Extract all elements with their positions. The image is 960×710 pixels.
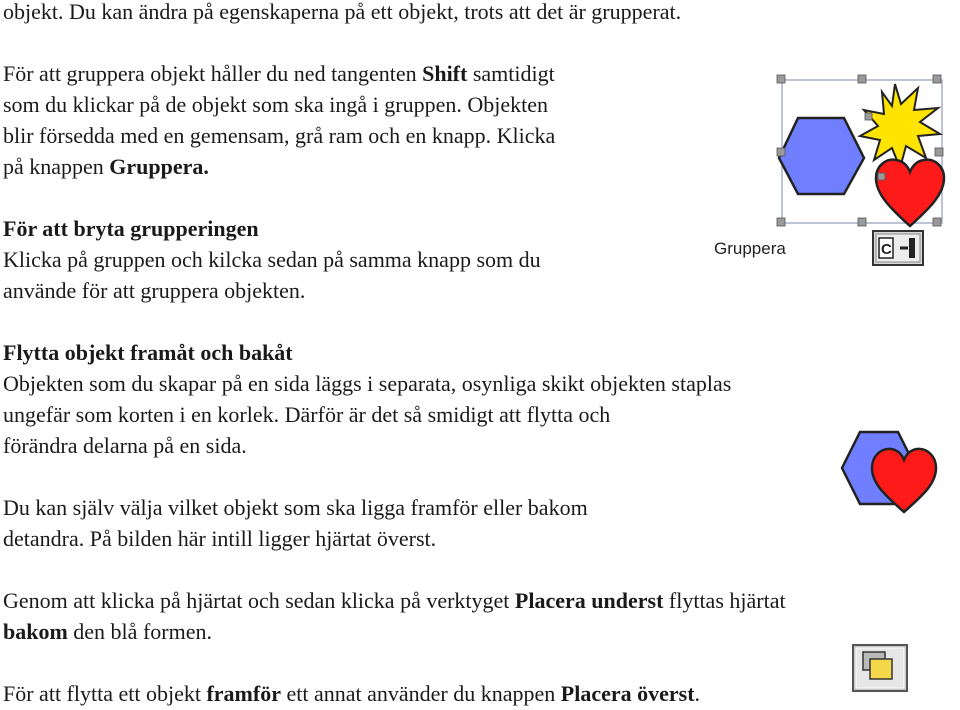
text-line-7: använde för att gruppera objekten.	[3, 278, 306, 303]
placera-underst-label: Placera underst	[514, 588, 664, 613]
hexagon-shape	[779, 118, 864, 194]
text-line-15: För att flytta ett objekt framför ett annat använder du knappen Placera överst.	[3, 681, 701, 706]
text-line-6: Klicka på gruppen och kilcka sedan på samma knapp som du	[3, 247, 541, 272]
svg-text:C: C	[881, 241, 892, 258]
text-line-1: objekt. Du kan ändra på egenskaperna på ett objekt, trots att det är grupperat.	[3, 0, 682, 24]
heading-move-objects: Flytta objekt framåt och bakåt	[3, 340, 293, 365]
text-line-12: detandra. På bilden här intill ligger hjärtat överst.	[3, 526, 437, 551]
text-line-10: förändra delarna på en sida.	[3, 433, 247, 458]
text-line-2: För att gruppera objekt håller du ned tangenten Shift samtidigt	[3, 61, 555, 86]
group-button-label: Gruppera	[714, 239, 786, 258]
text-line-11: Du kan själv välja vilket objekt som ska ligga framför eller bakom	[3, 495, 588, 520]
grouped-shapes-icon	[770, 70, 950, 232]
text-line-14: bakom den blå formen.	[3, 619, 212, 644]
shift-key-label: Shift	[422, 61, 468, 86]
heart-shape	[876, 160, 944, 226]
text-line-8: Objekten som du skapar på en sida läggs i separata, osynliga skikt objekten staplas	[3, 371, 732, 396]
placera-overst-label: Placera överst	[560, 681, 695, 706]
text-line-4: blir försedda med en gemensam, grå ram och en knapp. Klicka	[3, 123, 556, 148]
gruppera-label: Gruppera.	[109, 154, 209, 179]
text-line-3: som du klickar på de objekt som ska ingå i gruppen. Objekten	[3, 92, 548, 117]
text-line-5: på knappen Gruppera.	[3, 154, 209, 179]
bring-to-front-icon[interactable]	[852, 644, 908, 692]
burst-shape	[860, 84, 940, 168]
heading-ungroup: För att bryta grupperingen	[3, 216, 259, 241]
group-toggle-icon[interactable]	[872, 230, 924, 266]
stacked-shapes-icon	[838, 428, 944, 514]
text-line-13: Genom att klicka på hjärtat och sedan klicka på verktyget Placera underst flyttas hjärtat	[3, 588, 786, 613]
text-line-9: ungefär som korten i en korlek. Därför är det så smidigt att flytta och	[3, 402, 611, 427]
